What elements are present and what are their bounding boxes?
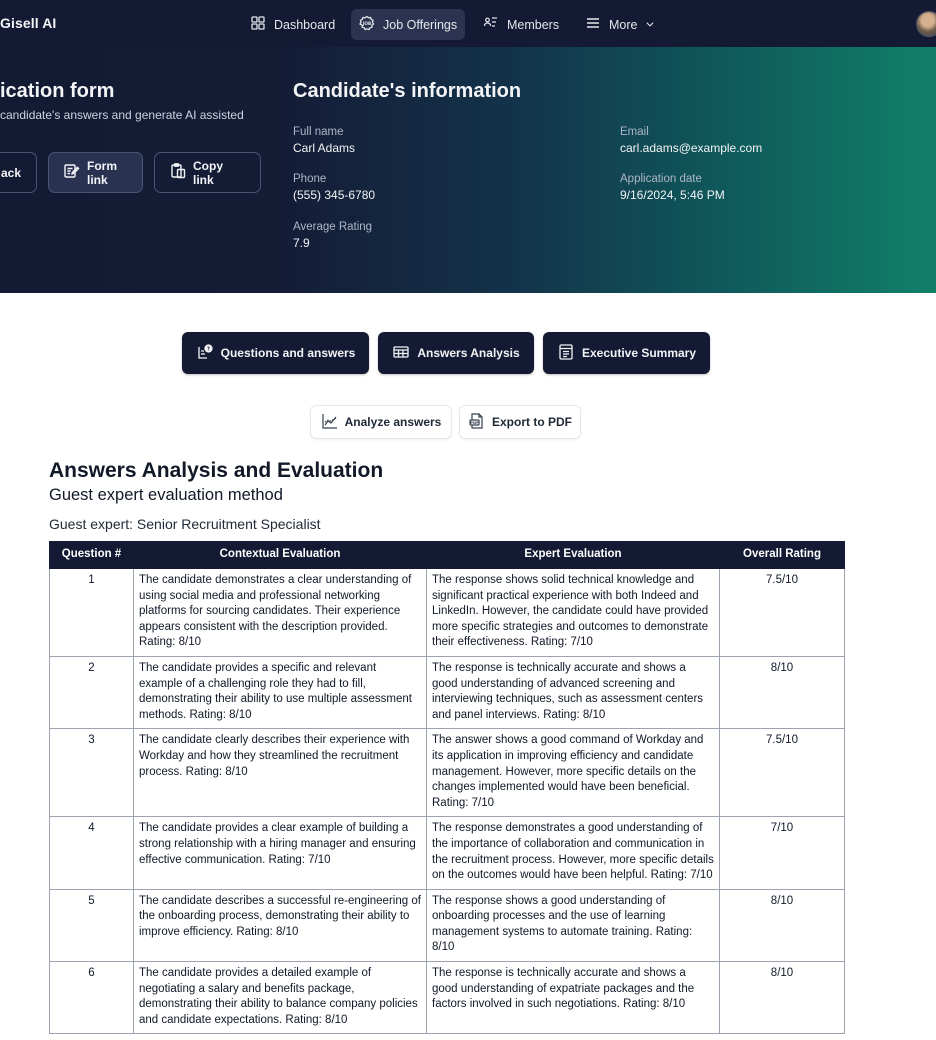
- full-name-value: Carl Adams: [293, 141, 356, 155]
- expert-evaluation-cell: The response shows solid technical knowledge and significant practical experience with both Indeed and LinkedIn. However, the candidate could have provided more specific strategies and outcomes to demonstrate their effectiveness. Rating: 7/10: [427, 569, 720, 657]
- full-name-field: [293, 124, 355, 156]
- edit-form-icon: [63, 162, 81, 183]
- copy-link-label: Copy link: [193, 158, 223, 187]
- hamburger-menu-icon: [585, 15, 601, 34]
- copy-link-button[interactable]: [154, 152, 261, 193]
- question-number-cell: 5: [50, 889, 134, 961]
- tab-questions-and-answers[interactable]: [182, 332, 369, 374]
- tab-analysis-label: Answers Analysis: [417, 346, 520, 360]
- back-button-label: ack: [1, 165, 22, 180]
- column-header-question: Question #: [50, 542, 134, 569]
- expert-evaluation-cell: The response is technically accurate and shows a good understanding of expatriate packages and the factors involved in such negotiations. Rating: 8/10: [427, 962, 720, 1034]
- svg-text:?: ?: [206, 345, 210, 352]
- phone-field: [293, 171, 375, 203]
- tab-summary-label: Executive Summary: [581, 346, 697, 360]
- user-avatar[interactable]: [916, 11, 936, 37]
- analysis-subtitle: Guest expert evaluation method: [49, 486, 283, 504]
- application-date-value: 9/16/2024, 5:46 PM: [620, 188, 725, 202]
- guest-expert-label: Guest expert: Senior Recruitment Specialist: [49, 516, 321, 532]
- candidate-info-title: Candidate's information: [293, 80, 522, 102]
- expert-evaluation-cell: The answer shows a good command of Workday and its application in improving efficiency and candidate management. However, more specific details on the changes implemented would have been beneficial. Rating: 7/10: [427, 729, 720, 817]
- pdf-file-icon: [468, 412, 486, 433]
- top-navigation-bar: [0, 0, 936, 47]
- chevron-down-icon: [645, 18, 655, 32]
- email-field: [620, 124, 762, 156]
- analyze-answers-button[interactable]: [310, 405, 452, 439]
- hero-banner: [0, 47, 936, 293]
- clipboard-copy-icon: [169, 162, 187, 183]
- contextual-evaluation-cell: The candidate provides a detailed example of negotiating a salary and benefits package, demonstrating their ability to balance company policies and candidate expectations. Rating: 8/10: [134, 962, 427, 1034]
- analyze-answers-label: Analyze answers: [344, 415, 442, 429]
- question-document-icon: [196, 343, 214, 364]
- analysis-table-icon: [392, 343, 410, 364]
- nav-label-job-offerings: Job Offerings: [383, 17, 458, 32]
- overall-rating-cell: 7.5/10: [720, 569, 845, 657]
- contextual-evaluation-cell: The candidate demonstrates a clear understanding of using social media and professional networking platforms for sourcing candidates. Their experience appears consistent with the description provided. Rating: 8/10: [134, 569, 427, 657]
- average-rating-field: [293, 219, 372, 251]
- nav-label-dashboard: Dashboard: [274, 17, 336, 32]
- average-rating-value: 7.9: [293, 236, 310, 250]
- overall-rating-cell: 8/10: [720, 889, 845, 961]
- overall-rating-cell: 8/10: [720, 656, 845, 728]
- table-header-row: [50, 542, 845, 569]
- line-chart-icon: [321, 412, 339, 433]
- phone-label: Phone: [293, 173, 327, 185]
- table-row: [50, 569, 845, 657]
- contextual-evaluation-cell: The candidate provides a clear example of building a strong relationship with a hiring manager and ensuring effective communication. Rating: 7/10: [134, 817, 427, 889]
- svg-text:PDF: PDF: [470, 419, 479, 425]
- contextual-evaluation-cell: The candidate clearly describes their experience with Workday and how they streamlined the recruitment process. Rating: 8/10: [134, 729, 427, 817]
- question-number-cell: 4: [50, 817, 134, 889]
- nav-label-more: More: [609, 17, 638, 32]
- overall-rating-cell: 7/10: [720, 817, 845, 889]
- analysis-title: Answers Analysis and Evaluation: [49, 459, 384, 482]
- table-row: [50, 817, 845, 889]
- tab-executive-summary[interactable]: [543, 332, 710, 374]
- expert-evaluation-cell: The response demonstrates a good understanding of the importance of collaboration and communication in the recruitment process. However, more specific details on the outcomes would have been helpful. Rating: 7/10: [427, 817, 720, 889]
- members-icon: [483, 15, 499, 34]
- export-pdf-button[interactable]: [459, 405, 581, 439]
- table-row: [50, 656, 845, 728]
- question-number-cell: 6: [50, 962, 134, 1034]
- email-label: Email: [620, 126, 649, 138]
- question-number-cell: 3: [50, 729, 134, 817]
- svg-text:JOB: JOB: [362, 21, 372, 26]
- expert-evaluation-cell: The response shows a good understanding of onboarding processes and the use of learning management systems to automate training. Rating: 8/10: [427, 889, 720, 961]
- back-button[interactable]: [0, 152, 37, 193]
- tab-answers-analysis[interactable]: [378, 332, 534, 374]
- application-form-title: ication form: [0, 80, 115, 102]
- contextual-evaluation-cell: The candidate provides a specific and relevant example of a challenging role they had to fill, demonstrating their ability to use multiple assessment methods. Rating: 8/10: [134, 656, 427, 728]
- question-number-cell: 2: [50, 656, 134, 728]
- column-header-contextual: Contextual Evaluation: [134, 542, 427, 569]
- nav-item-dashboard[interactable]: [242, 9, 343, 40]
- table-row: [50, 962, 845, 1034]
- column-header-expert: Expert Evaluation: [427, 542, 720, 569]
- application-date-field: [620, 171, 725, 203]
- export-pdf-label: Export to PDF: [492, 415, 572, 429]
- tab-questions-label: Questions and answers: [220, 346, 356, 360]
- nav-item-more[interactable]: [577, 9, 663, 40]
- evaluation-table: [49, 541, 845, 1034]
- overall-rating-cell: 7.5/10: [720, 729, 845, 817]
- jobs-badge-icon: [359, 15, 375, 34]
- phone-value: (555) 345-6780: [293, 188, 376, 202]
- full-name-label: Full name: [293, 126, 344, 138]
- application-date-label: Application date: [620, 173, 702, 185]
- dashboard-grid-icon: [250, 15, 266, 34]
- form-link-button[interactable]: [48, 152, 143, 193]
- average-rating-label: Average Rating: [293, 221, 373, 233]
- form-link-label: Form link: [87, 158, 117, 187]
- summary-sheet-icon: [557, 343, 575, 364]
- email-value: carl.adams@example.com: [620, 141, 763, 155]
- overall-rating-cell: 8/10: [720, 962, 845, 1034]
- expert-evaluation-cell: The response is technically accurate and shows a good understanding of advanced screening and interviewing techniques, such as assessment centers and panel interviews. Rating: 8/10: [427, 656, 720, 728]
- nav-item-job-offerings[interactable]: [351, 9, 465, 40]
- nav-item-members[interactable]: [475, 9, 567, 40]
- question-number-cell: 1: [50, 569, 134, 657]
- application-form-subtitle: candidate's answers and generate AI assisted: [0, 108, 244, 122]
- column-header-rating: Overall Rating: [720, 542, 845, 569]
- table-row: [50, 889, 845, 961]
- nav-label-members: Members: [507, 17, 560, 32]
- brand-logo-text[interactable]: Gisell AI: [0, 15, 57, 31]
- contextual-evaluation-cell: The candidate describes a successful re-engineering of the onboarding process, demonstrating their ability to improve efficiency. Rating: 8/10: [134, 889, 427, 961]
- table-row: [50, 729, 845, 817]
